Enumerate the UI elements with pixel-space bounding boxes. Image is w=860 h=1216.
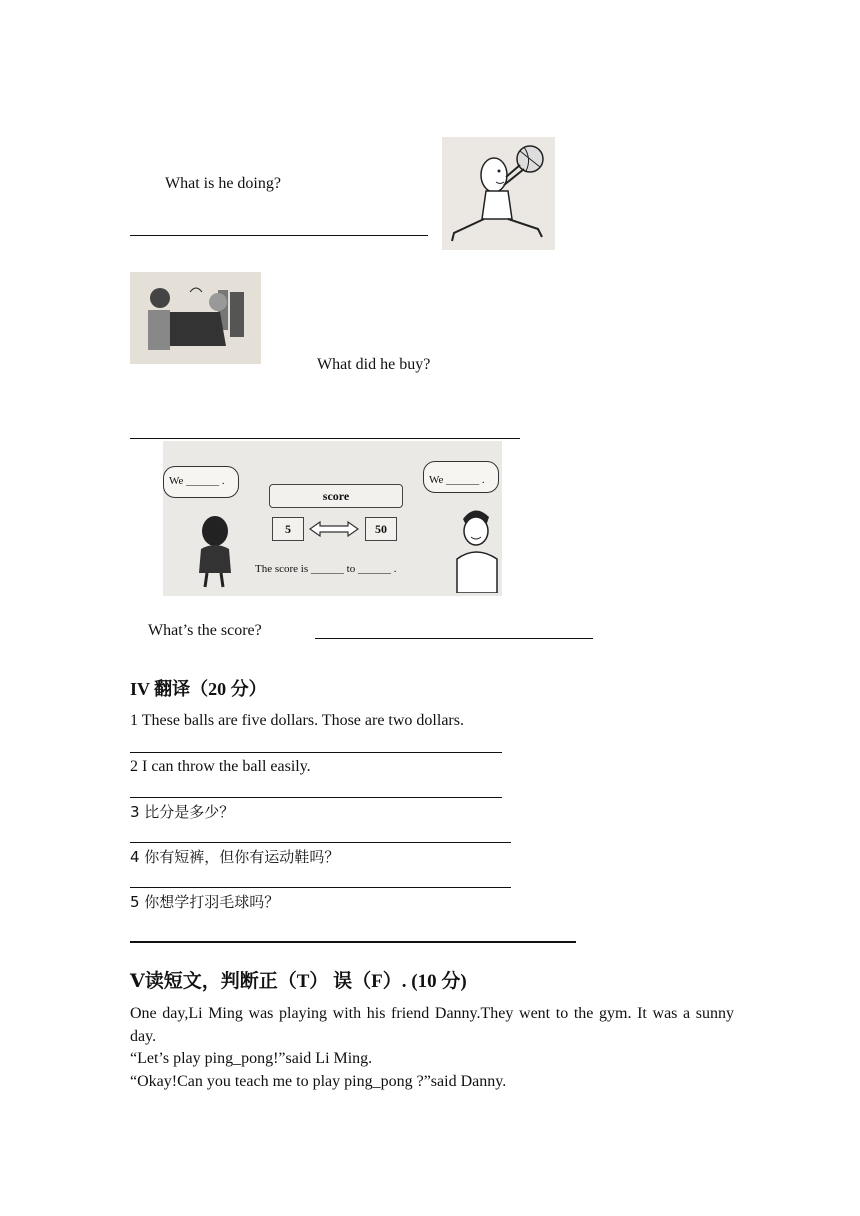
section-5-heading: Ⅴ读短文，判断正（T） 误（F）. (10 分) [130,971,467,992]
answer-line [130,438,520,439]
score-caption: The score is ______ to ______ . [255,563,397,575]
translation-item-5: 5 你想学打羽毛球吗？ [130,893,280,911]
score-label-box: score [269,484,403,508]
passage-line-3: “Okay!Can you teach me to play ping_pong ?”said Danny. [130,1072,507,1090]
score-left-box: 5 [272,517,304,541]
question-what-did-he-buy: What did he buy? [317,356,431,373]
men-shopping-picture [130,272,261,364]
boy-jumping-picture [442,137,555,250]
answer-line [130,941,576,943]
answer-line [130,752,502,753]
answer-line [130,887,511,888]
answer-line [130,797,502,798]
score-right-box: 50 [365,517,397,541]
translation-item-2: 2 I can throw the ball easily. [130,758,311,775]
translation-item-1: 1 These balls are five dollars. Those are two dollars. [130,712,464,729]
cartoon-boy-right [453,503,501,593]
section-4-heading: IV 翻译（20 分） [130,679,267,699]
answer-line [130,235,428,236]
speech-bubble-left-text: We ______ . [169,475,225,487]
score-picture [163,441,502,596]
question-what-is-he-doing: What is he doing? [165,175,281,192]
reading-passage [130,1003,734,1093]
speech-bubble-right-text: We ______ . [429,474,485,486]
passage-paragraph-1: One day,Li Ming was playing with his friend Danny.They went to the gym. It was a sunny day. [130,1005,734,1045]
translation-item-4: 4 你有短裤，但你有运动鞋吗？ [130,848,340,866]
answer-line [130,842,511,843]
passage-line-2: “Let’s play ping_pong!”said Li Ming. [130,1050,373,1067]
translation-item-3: 3 比分是多少？ [130,803,235,821]
question-whats-the-score: What’s the score? [148,622,262,639]
double-arrow-icon [308,521,360,537]
answer-line [315,638,593,639]
cartoon-boy-left [193,511,243,591]
